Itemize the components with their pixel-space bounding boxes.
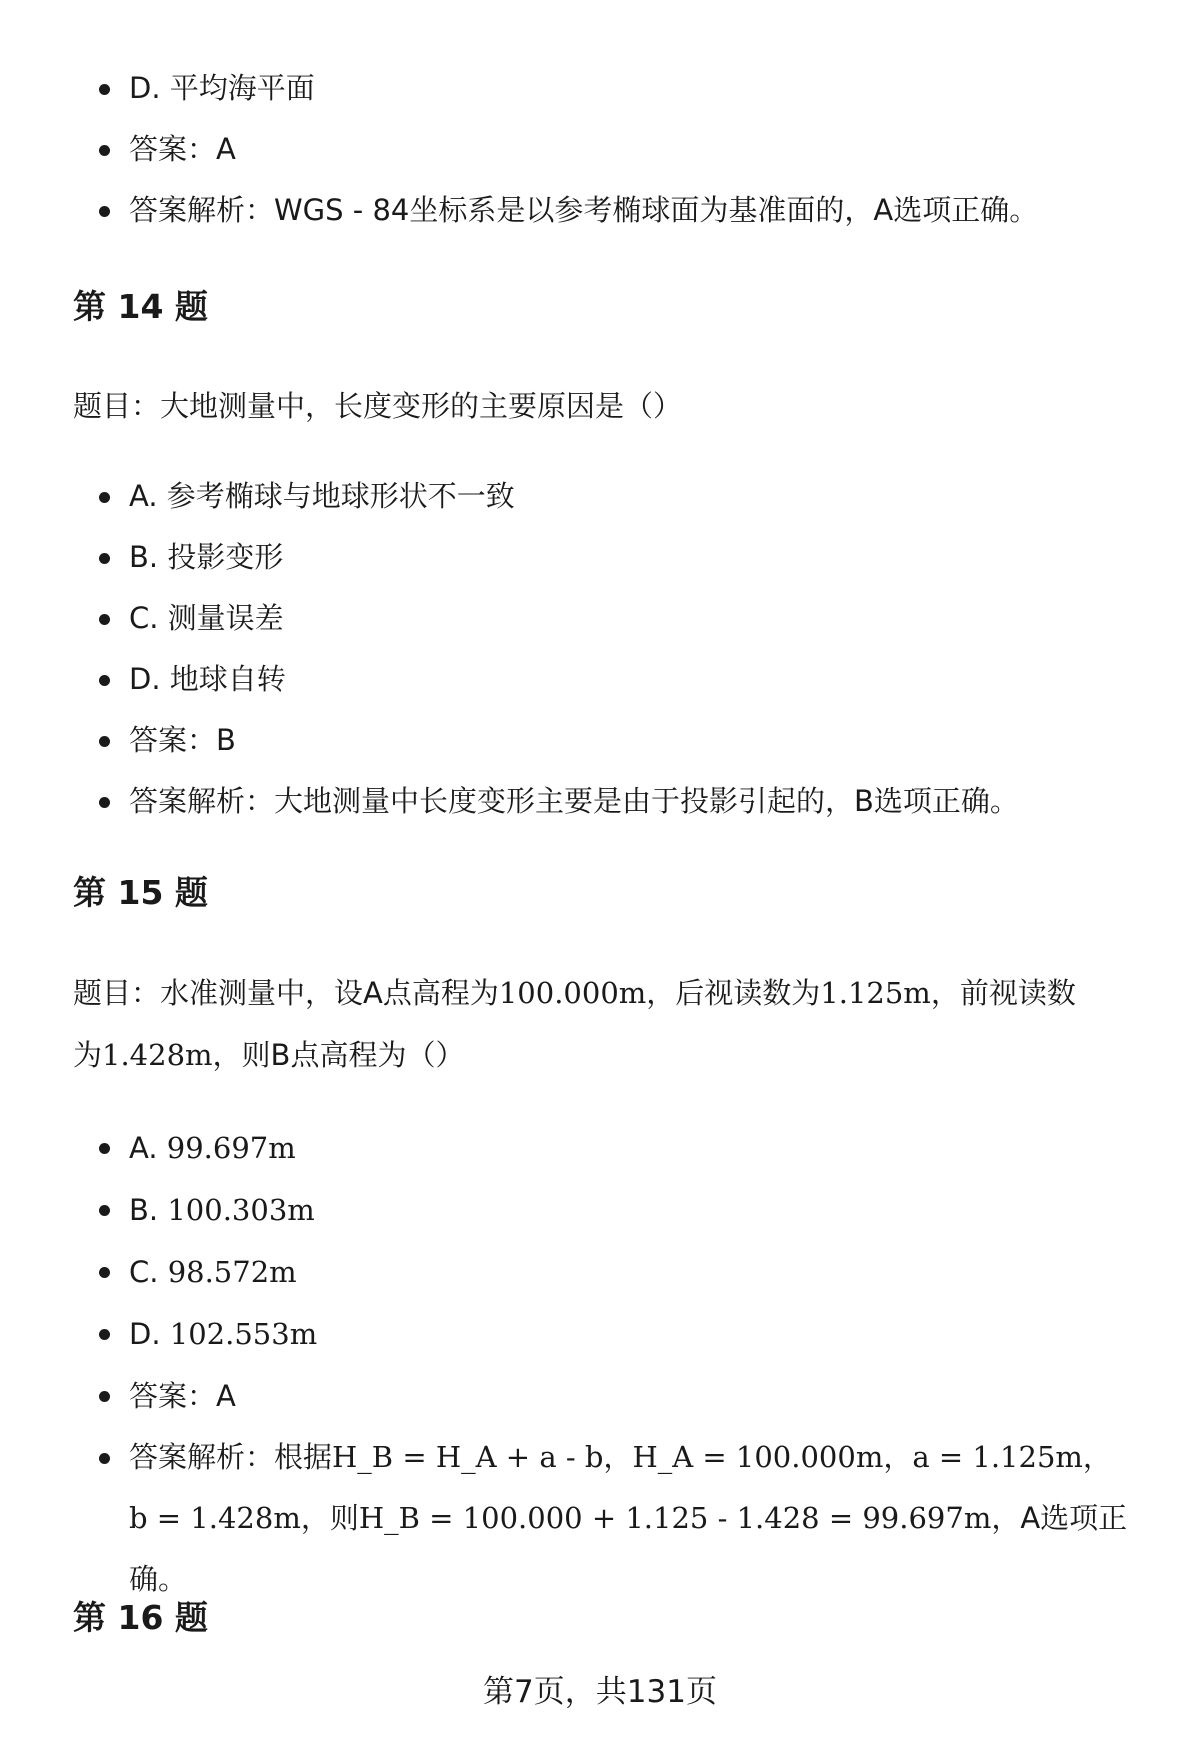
page-footer: 第7页，共131页 (483, 1674, 717, 1710)
option-value: 100.303m (167, 1193, 315, 1227)
q13-list (73, 58, 1133, 241)
q15-heading: 第 15 题 (73, 873, 208, 912)
q13-option-d: D. 平均海平面 (73, 58, 1133, 119)
q15-question-text: ，后视读数为 (646, 976, 821, 1010)
q15-option-a (73, 1117, 1133, 1179)
explanation-text: 答案解析：根据 (129, 1440, 333, 1474)
q15-foresight: 1.428m (102, 1038, 213, 1072)
option-letter: A. (129, 1131, 167, 1165)
formula: H_A = 100.000m (632, 1440, 884, 1474)
explanation-text: ，则 (300, 1501, 359, 1535)
q14-answer: 答案：B (73, 710, 1133, 771)
q15-question-line-2 (73, 1024, 1133, 1086)
q14-options (73, 466, 1133, 832)
explanation-text: ，A选项正确。 (129, 1501, 1128, 1596)
q15-option-d (73, 1303, 1133, 1365)
option-value: 99.697m (166, 1131, 296, 1165)
q15-question-text: ，前视读数 (930, 976, 1076, 1010)
formula: b = 1.428m (129, 1501, 301, 1535)
option-letter: D. (129, 1317, 170, 1351)
q15-question-line-1 (73, 962, 1133, 1024)
q15-elevation-a: 100.000m (498, 976, 647, 1010)
q16-heading: 第 16 题 (73, 1598, 208, 1637)
option-value: 98.572m (167, 1255, 297, 1289)
option-letter: C. (129, 1255, 168, 1289)
q15-option-b (73, 1179, 1133, 1241)
q14-option-c: C. 测量误差 (73, 588, 1133, 649)
option-letter: B. (129, 1193, 168, 1227)
q15-answer: 答案：A (73, 1365, 1133, 1427)
q14-option-a: A. 参考椭球与地球形状不一致 (73, 466, 1133, 527)
q15-question-text: ，则B点高程为（） (212, 1038, 465, 1072)
q14-option-b: B. 投影变形 (73, 527, 1133, 588)
q14-heading: 第 14 题 (73, 287, 208, 326)
q15-question (73, 962, 1133, 1086)
q15-option-c (73, 1241, 1133, 1303)
q13-answer: 答案：A (73, 119, 1133, 180)
q15-question-text: 题目：水准测量中，设A点高程为 (73, 976, 499, 1010)
q14-question: 题目：大地测量中，长度变形的主要原因是（） (73, 389, 683, 423)
explanation-text: ， (1082, 1440, 1112, 1474)
q15-question-text: 为 (73, 1038, 103, 1072)
q14-option-d: D. 地球自转 (73, 649, 1133, 710)
formula: H_B = H_A + a - b (332, 1440, 604, 1474)
q15-backsight: 1.125m (820, 976, 931, 1010)
explanation-text: ， (603, 1440, 633, 1474)
q15-explanation (73, 1427, 1129, 1610)
option-value: 102.553m (169, 1317, 318, 1351)
q15-options (73, 1117, 1133, 1610)
q13-explanation: 答案解析：WGS - 84坐标系是以参考椭球面为基准面的，A选项正确。 (73, 180, 1133, 241)
explanation-text: ， (883, 1440, 913, 1474)
q14-explanation: 答案解析：大地测量中长度变形主要是由于投影引起的，B选项正确。 (73, 771, 1133, 832)
formula: H_B = 100.000 + 1.125 - 1.428 = 99.697m (358, 1501, 992, 1535)
formula: a = 1.125m (912, 1440, 1083, 1474)
